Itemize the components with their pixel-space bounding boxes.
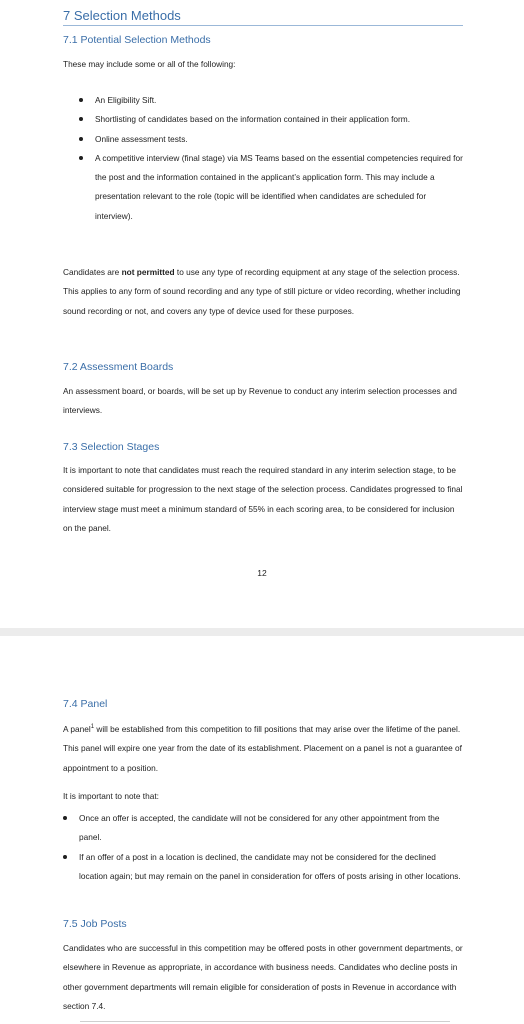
recording-text-emphasis: not permitted [121,267,175,277]
panel-paragraph [63,720,463,778]
list-item-text: An Eligibility Sift. [95,95,157,105]
list-item [63,809,463,848]
page-number: 12 [257,568,267,578]
subheading-selection-stages: 7.3 Selection Stages [63,441,160,453]
recording-paragraph [63,263,463,321]
list-item [63,110,463,129]
bullet-icon [63,855,67,859]
footnote-marker: 1 [90,724,95,731]
subheading-assessment-boards: 7.2 Assessment Boards [63,361,174,373]
list-item-text: Online assessment tests. [95,133,188,144]
heading-underline [63,25,463,26]
table-border-line [80,1021,450,1022]
bullet-icon [79,117,83,121]
subheading-potential-selection-methods: 7.1 Potential Selection Methods [63,34,211,46]
panel-note: It is important to note that: [63,791,159,801]
panel-text-start: A panel [63,724,91,734]
selection-stages-paragraph: It is important to note that candidates must reach the required standard in any interim selection stage, to be considered suitable for progression to the next stage of the selection process. Candidates progressed to final interview stage must meet a minimum standard of 55% in each scoring area, to be considered for inclusion on the panel. [63,465,463,533]
panel-text-end: will be established from this competition to fill positions that may arise over the lifetime of the panel. This panel will expire one year from the date of its establishment. Placement on a panel is not a guarantee of appointment to a position. [63,724,462,773]
job-posts-paragraph: Candidates who are successful in this competition may be offered posts in other government departments, or elsewhere in Revenue as appropriate, in accordance with business needs. Candidates who decline posts in other government departments will remain eligible for consideration of posts in Revenue in accordance with section 7.4. [63,943,463,1011]
selection-methods-list [63,91,463,226]
subheading-job-posts: 7.5 Job Posts [63,918,127,930]
subheading-panel: 7.4 Panel [63,698,108,710]
list-item [63,149,463,226]
recording-text-start: Candidates are [63,267,122,277]
list-item-text: If an offer of a post in a location is declined, the candidate may not be considered for the declined location again; but may remain on the panel in consideration for offers of posts arising in other locations. [79,851,461,881]
bullet-icon [63,816,67,820]
list-item [63,130,463,149]
section-heading-selection-methods: 7 Selection Methods [63,8,181,23]
bullet-icon [79,98,83,102]
list-item [63,848,463,887]
list-item-text: Shortlisting of candidates based on the information contained in their application form. [95,114,411,125]
intro-paragraph: These may include some or all of the following: [63,59,236,69]
list-item-text: A competitive interview (final stage) via MS Teams based on the essential competencies required for the post and the information contained in the applicant’s application form. This may include a presentation relevant to the role (topic will be identified when candidates are scheduled for interview). [95,152,463,221]
assessment-boards-paragraph: An assessment board, or boards, will be set up by Revenue to conduct any interim selection processes and interviews. [63,386,457,416]
bullet-icon [79,137,83,141]
panel-notes-list [63,809,463,886]
bullet-icon [79,156,83,160]
recording-text-end: to use any type of recording equipment at any stage of the selection process. This applies to any form of sound recording and any type of still picture or video recording, whether including sound recording or not, and covers any type of device used for these purposes. [63,267,461,316]
document-page-13 [0,636,524,1024]
page-separator [0,628,524,636]
list-item-text: Once an offer is accepted, the candidate will not be considered for any other appointment from the panel. [79,813,440,843]
list-item [63,91,463,110]
